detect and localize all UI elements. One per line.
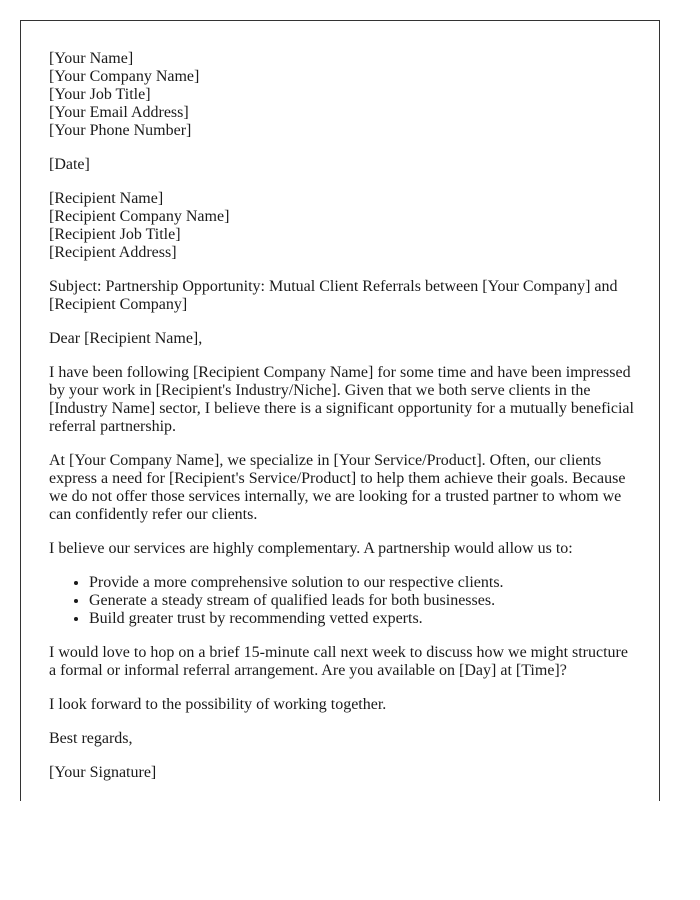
recipient-block [49,190,639,262]
sender-name: [Your Name] [49,50,134,67]
subject-line: Subject: Partnership Opportunity: Mutual Client Referrals between [Your Company] and [Recipient Company] [49,278,618,313]
sender-job-title: [Your Job Title] [49,86,151,103]
letter-content [49,50,639,798]
sender-company: [Your Company Name] [49,68,200,85]
letter-date: [Date] [49,156,90,173]
salutation: Dear [Recipient Name], [49,330,203,347]
sign-off: Best regards, [49,730,133,747]
call-to-action-paragraph: I would love to hop on a brief 15-minute call next week to discuss how we might structure a formal or informal referral arrangement. Are you available on [Day] at [Time]? [49,644,628,679]
sender-phone: [Your Phone Number] [49,122,192,139]
complementary-paragraph: I believe our services are highly complementary. A partnership would allow us to: [49,540,573,557]
benefit-item: • Generate a steady stream of qualified leads for both businesses. [89,592,639,610]
signature: [Your Signature] [49,764,157,781]
letter-page [20,20,660,801]
sender-block [49,50,639,140]
benefit-item: • Build greater trust by recommending vetted experts. [89,610,639,628]
benefit-item: • Provide a more comprehensive solution to our respective clients. [89,574,639,592]
benefits-list [49,574,639,628]
sender-email: [Your Email Address] [49,104,189,121]
closing-paragraph: I look forward to the possibility of working together. [49,696,387,713]
services-paragraph: At [Your Company Name], we specialize in [Your Service/Product]. Often, our clients express a need for [Recipient's Service/Product] to help them achieve their goals. Because we do not offer those services internally, we are looking for a trusted partner to whom we can confidently refer our clients. [49,452,626,523]
recipient-company: [Recipient Company Name] [49,208,230,225]
recipient-address: [Recipient Address] [49,244,177,261]
intro-paragraph: I have been following [Recipient Company Name] for some time and have been impressed by your work in [Recipient's Industry/Niche]. Given that we both serve clients in the [Industry Name] sector, I believe there is a significant opportunity for a mutually beneficial referral partnership. [49,364,634,435]
recipient-name: [Recipient Name] [49,190,164,207]
recipient-job-title: [Recipient Job Title] [49,226,181,243]
